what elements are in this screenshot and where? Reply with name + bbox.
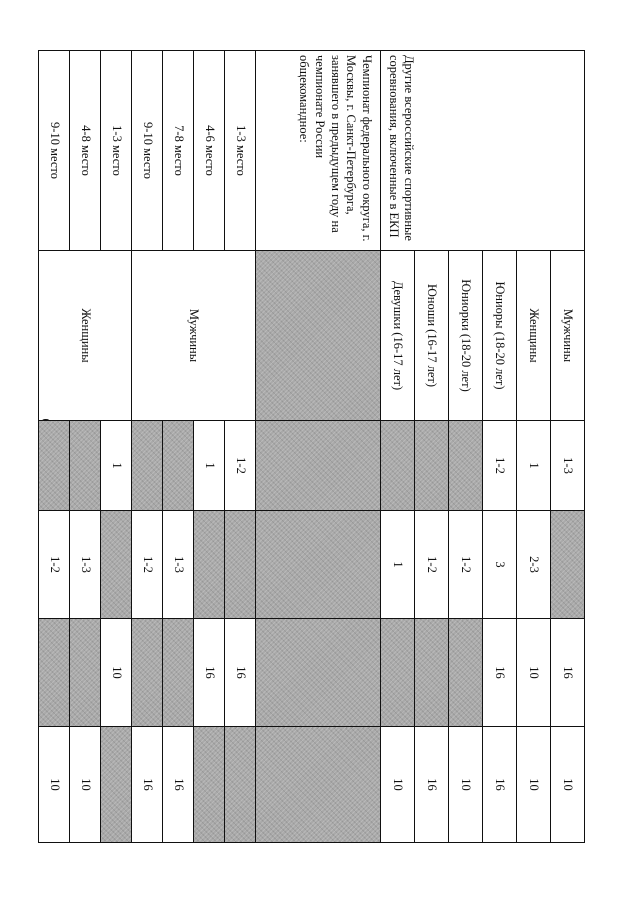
shaded-cell <box>101 727 132 843</box>
value-cell: 1 <box>381 511 415 619</box>
group-title: Другие всероссийские спортивные соревнования, включенные в ЕКП <box>381 51 585 251</box>
table-row <box>225 51 256 843</box>
shaded-cell <box>163 619 194 727</box>
shaded-cell <box>256 727 381 843</box>
value-cell: 1-2 <box>132 511 163 619</box>
women-label: Женщины <box>39 251 132 421</box>
category-cell: Юниоры (18-20 лет) <box>483 251 517 421</box>
group-title: Чемпионат федерального округа, г. Москвы, г. Санкт-Петербурга, занявшего в предыдущем году на чемпионате России общекомандное: <box>256 51 381 251</box>
category-cell: Мужчины <box>551 251 585 421</box>
value-cell: 1-3 <box>70 511 101 619</box>
value-cell: 16 <box>551 619 585 727</box>
shaded-cell <box>449 619 483 727</box>
value-cell: 1-2 <box>415 511 449 619</box>
value-cell: 10 <box>517 619 551 727</box>
shaded-cell <box>551 511 585 619</box>
value-cell: 10 <box>39 727 70 843</box>
value-cell: 10 <box>517 727 551 843</box>
shaded-cell <box>415 421 449 511</box>
shaded-cell <box>449 421 483 511</box>
table-row <box>101 51 132 843</box>
value-cell: 3 <box>483 511 517 619</box>
shaded-cell <box>163 421 194 511</box>
shaded-cell <box>225 511 256 619</box>
shaded-cell <box>194 511 225 619</box>
category-cell: Юноши (16-17 лет) <box>415 251 449 421</box>
place-cell: 4-6 место <box>194 51 225 251</box>
shaded-cell <box>225 727 256 843</box>
shaded-cell <box>194 727 225 843</box>
value-cell: 1 <box>517 421 551 511</box>
value-cell: 1-2 <box>483 421 517 511</box>
place-cell: 1-3 место <box>225 51 256 251</box>
value-cell: 16 <box>415 727 449 843</box>
table-row <box>70 51 101 843</box>
men-label: Мужчины <box>132 251 256 421</box>
value-cell: 1 <box>194 421 225 511</box>
shaded-cell <box>132 421 163 511</box>
shaded-cell <box>256 619 381 727</box>
table-container <box>47 50 585 842</box>
shaded-cell <box>381 619 415 727</box>
category-cell: Юниорки (18-20 лет) <box>449 251 483 421</box>
value-cell: 1-2 <box>449 511 483 619</box>
value-cell: 1-3 <box>551 421 585 511</box>
category-cell: Женщины <box>517 251 551 421</box>
table-row <box>163 51 194 843</box>
place-cell: 9-10 место <box>132 51 163 251</box>
shaded-cell <box>70 619 101 727</box>
value-cell: 10 <box>381 727 415 843</box>
value-cell: 1-3 <box>163 511 194 619</box>
table-row <box>39 51 70 843</box>
value-cell: 10 <box>70 727 101 843</box>
shaded-cell <box>256 251 381 421</box>
value-cell: 16 <box>225 619 256 727</box>
value-cell: 10 <box>551 727 585 843</box>
value-cell: 16 <box>483 727 517 843</box>
value-cell: 16 <box>194 619 225 727</box>
value-cell: 16 <box>132 727 163 843</box>
value-cell: 16 <box>483 619 517 727</box>
shaded-cell <box>132 619 163 727</box>
place-cell: 4-8 место <box>70 51 101 251</box>
value-cell: 1 <box>101 421 132 511</box>
shaded-cell <box>101 511 132 619</box>
table-row <box>132 51 163 843</box>
place-cell: 7-8 место <box>163 51 194 251</box>
category-cell: Девушки (16-17 лет) <box>381 251 415 421</box>
table-row <box>551 51 585 843</box>
place-cell: 1-3 место <box>101 51 132 251</box>
shaded-cell <box>39 421 70 511</box>
value-cell: 2-3 <box>517 511 551 619</box>
shaded-cell <box>256 511 381 619</box>
shaded-cell <box>70 421 101 511</box>
shaded-cell <box>415 619 449 727</box>
value-cell: 16 <box>163 727 194 843</box>
value-cell: 10 <box>449 727 483 843</box>
classification-table <box>38 50 585 843</box>
shaded-cell <box>39 619 70 727</box>
place-cell: 9-10 место <box>39 51 70 251</box>
table-row <box>194 51 225 843</box>
value-cell: 1-2 <box>225 421 256 511</box>
value-cell: 1-2 <box>39 511 70 619</box>
value-cell: 10 <box>101 619 132 727</box>
shaded-cell <box>381 421 415 511</box>
table-row <box>256 51 381 843</box>
shaded-cell <box>256 421 381 511</box>
